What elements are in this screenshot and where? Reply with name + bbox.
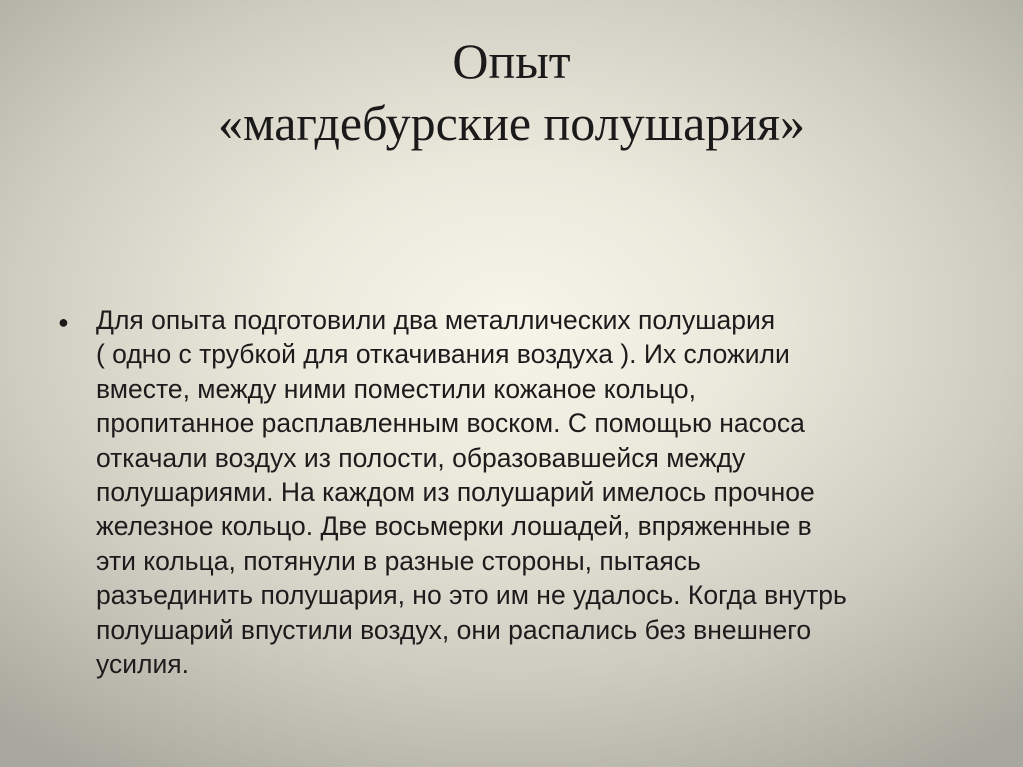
bullet-line: откачали воздух из полости, образовавшейся между	[96, 442, 746, 473]
bullet-text	[96, 303, 988, 681]
bullet-line: полушариями. На каждом из полушарий имелось прочное	[96, 477, 815, 508]
bullet-line: усилия.	[96, 649, 189, 680]
bullet-line: эти кольца, потянули в разные стороны, пытаясь	[96, 545, 701, 576]
bullet-line: вместе, между ними поместили кожаное кольцо,	[96, 373, 697, 404]
bullet-line: железное кольцо. Две восьмерки лошадей, впряженные в	[96, 511, 812, 542]
bullet-item	[58, 303, 988, 681]
bullet-marker: ●	[58, 312, 69, 332]
title-line: «магдебурские полушария»	[217, 95, 806, 151]
bullet-line: разъединить полушария, но это им не удалось. Когда внутрь	[96, 580, 847, 611]
slide-title	[0, 30, 1023, 154]
bullet-line: пропитанное расплавленным воском. С помощью насоса	[96, 408, 805, 439]
bullet-line: ( одно с трубкой для откачивания воздуха ). Их сложили	[96, 339, 790, 370]
bullet-line: Для опыта подготовили два металлических полушария	[96, 305, 776, 335]
title-line: Опыт	[452, 33, 571, 89]
bullet-line: полушарий впустили воздух, они распались без внешнего	[96, 614, 812, 645]
